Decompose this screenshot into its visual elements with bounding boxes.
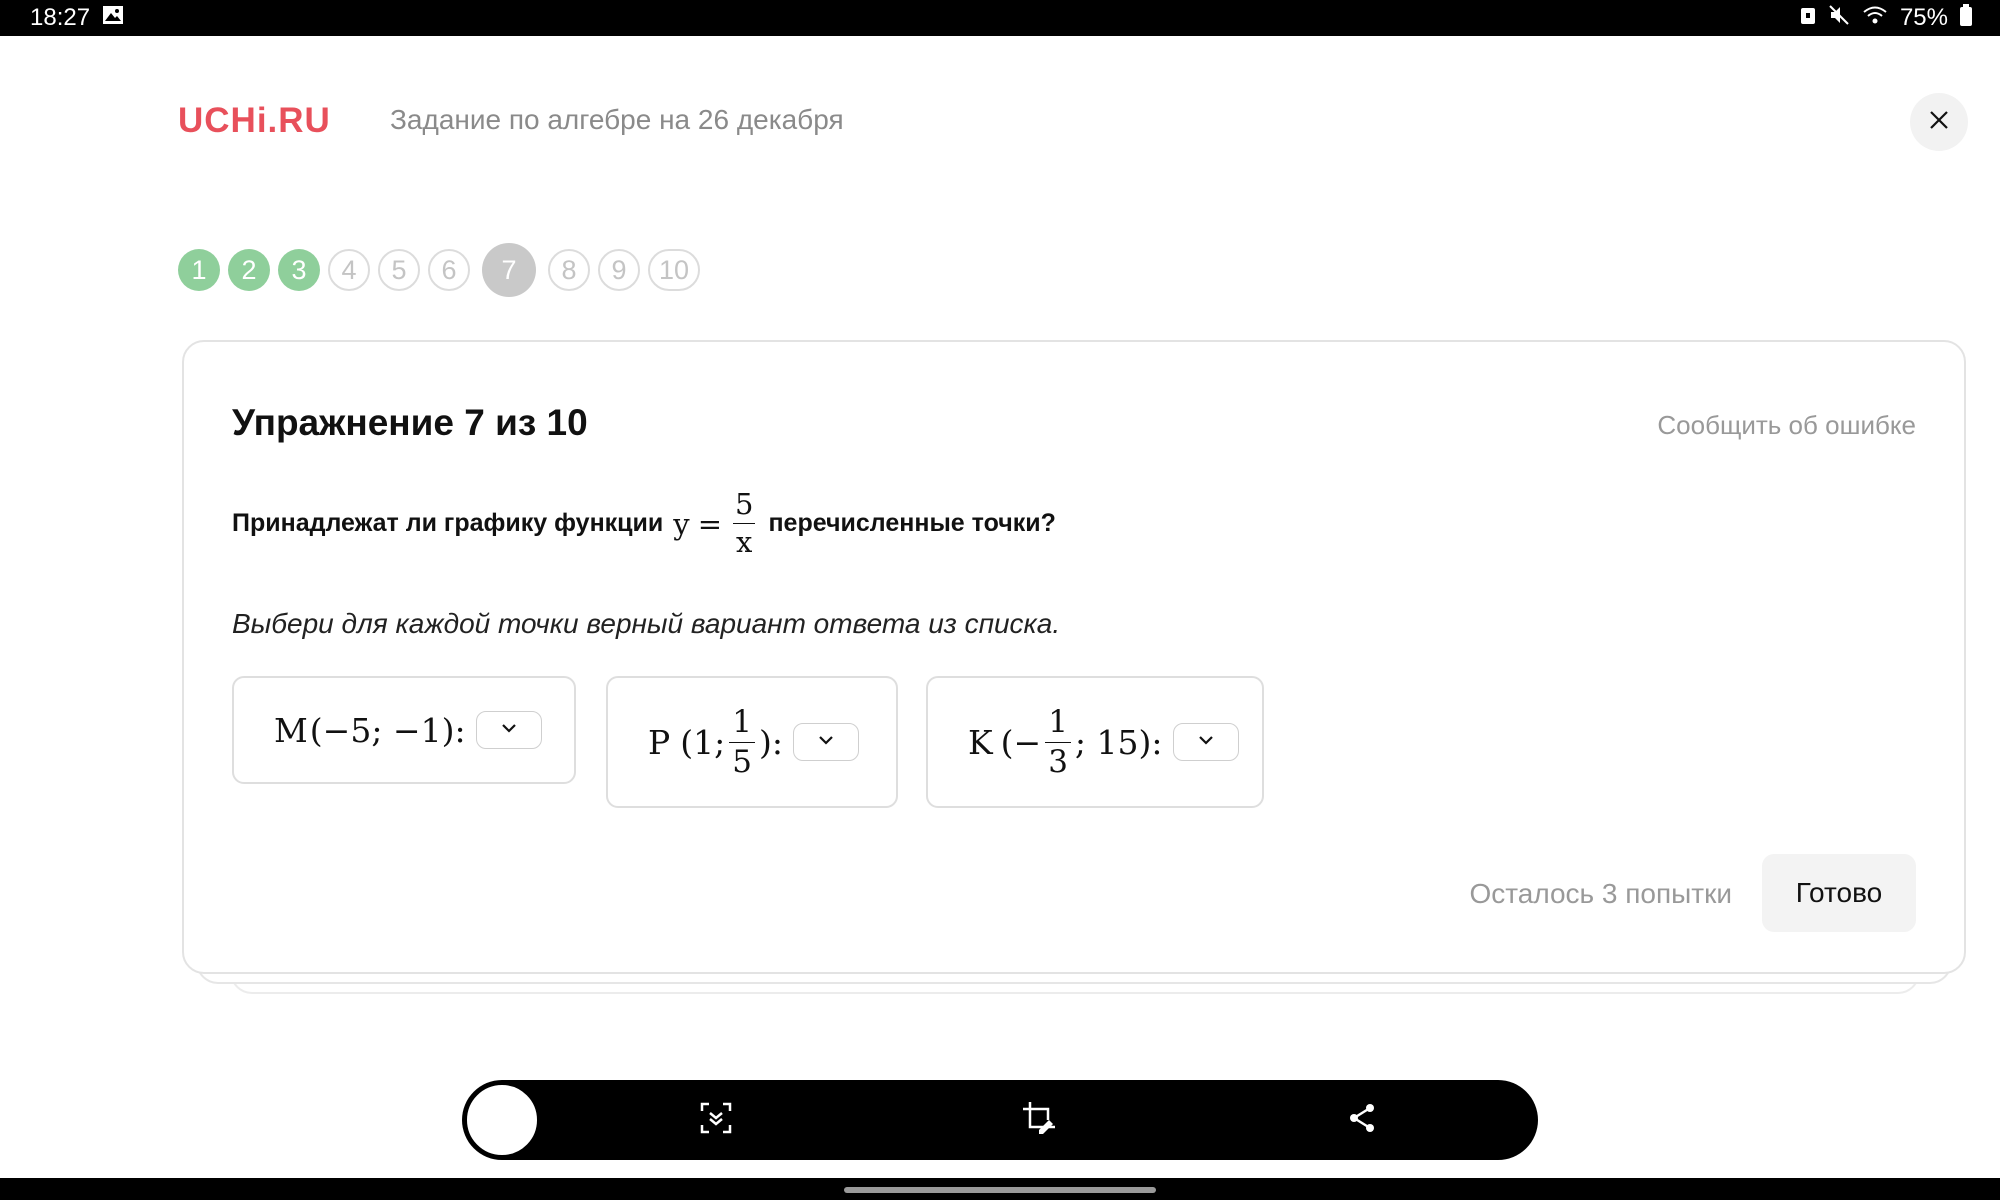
question-after: перечисленные точки? xyxy=(768,509,1056,537)
navigation-bar xyxy=(0,1178,2000,1200)
screenshot-toolbar xyxy=(462,1080,1538,1160)
instruction-text: Выбери для каждой точки верный вариант ответа из списка. xyxy=(232,608,1061,639)
scroll-capture-button[interactable] xyxy=(696,1100,736,1140)
exercise-progress xyxy=(178,243,700,297)
point-p-numerator: 1 xyxy=(732,703,752,740)
close-icon xyxy=(1928,109,1950,136)
point-p-box xyxy=(606,676,898,808)
point-k-answer-select[interactable] xyxy=(1173,723,1239,761)
point-p-open: (1; xyxy=(680,722,726,762)
home-gesture-pill[interactable] xyxy=(844,1187,1156,1193)
step-2[interactable]: 2 xyxy=(228,249,270,291)
formula-lhs: y xyxy=(673,506,690,541)
battery-icon xyxy=(1960,4,1972,33)
step-10[interactable]: 10 xyxy=(648,249,700,291)
lock-icon xyxy=(1800,4,1816,32)
chevron-down-icon xyxy=(1197,733,1215,751)
point-m-name: M xyxy=(274,710,308,750)
point-k-denominator: 3 xyxy=(1045,742,1071,778)
scroll-capture-icon xyxy=(699,1101,733,1140)
formula-fraction xyxy=(732,487,756,559)
step-4[interactable]: 4 xyxy=(328,249,370,291)
step-6[interactable]: 6 xyxy=(428,249,470,291)
point-p-fraction xyxy=(729,703,755,780)
point-m-label xyxy=(274,711,466,750)
question-before: Принадлежат ли графику функции xyxy=(232,509,664,537)
function-formula xyxy=(673,487,758,559)
share-button[interactable] xyxy=(1342,1100,1382,1140)
formula-eq: = xyxy=(697,506,722,541)
done-button[interactable]: Готово xyxy=(1762,854,1916,932)
point-p-name: P xyxy=(648,722,671,762)
chevron-down-icon xyxy=(817,733,835,751)
step-7-current[interactable]: 7 xyxy=(482,243,536,297)
step-8[interactable]: 8 xyxy=(548,249,590,291)
battery-level: 75% xyxy=(1899,4,1948,31)
toolbar-handle[interactable] xyxy=(464,1082,540,1158)
crop-edit-icon xyxy=(1021,1100,1057,1141)
point-k-fraction xyxy=(1045,703,1071,780)
point-p-close: ): xyxy=(758,722,783,762)
point-m-coords: (−5; −1): xyxy=(309,710,466,750)
mute-icon xyxy=(1828,4,1850,33)
step-1[interactable]: 1 xyxy=(178,249,220,291)
question-text xyxy=(232,487,1056,559)
exercise-card xyxy=(182,340,1966,974)
step-9[interactable]: 9 xyxy=(598,249,640,291)
point-k-label xyxy=(968,703,1163,780)
step-5[interactable]: 5 xyxy=(378,249,420,291)
crop-edit-button[interactable] xyxy=(1019,1100,1059,1140)
point-k-numerator: 1 xyxy=(1048,703,1068,740)
point-k-close: ; 15): xyxy=(1074,722,1163,762)
close-button[interactable] xyxy=(1910,93,1968,151)
page-title: Задание по алгебре на 26 декабря xyxy=(390,104,844,135)
point-p-answer-select[interactable] xyxy=(793,723,859,761)
point-m-box xyxy=(232,676,576,784)
wifi-icon xyxy=(1862,4,1888,32)
point-p-denominator: 5 xyxy=(729,742,755,778)
share-icon xyxy=(1346,1102,1378,1139)
point-m-answer-select[interactable] xyxy=(476,711,542,749)
point-k-box xyxy=(926,676,1264,808)
status-time: 18:27 xyxy=(30,4,91,31)
chevron-down-icon xyxy=(500,721,518,739)
step-3[interactable]: 3 xyxy=(278,249,320,291)
attempts-remaining: Осталось 3 попытки xyxy=(1469,878,1732,909)
formula-denominator: x xyxy=(733,523,755,557)
image-icon xyxy=(102,4,124,32)
point-k-name: K xyxy=(968,722,993,762)
point-p-label xyxy=(648,703,783,780)
formula-numerator: 5 xyxy=(735,487,754,521)
report-error-link[interactable]: Сообщить об ошибке xyxy=(1657,410,1916,440)
uchi-logo[interactable]: UCHi.RU xyxy=(178,101,331,140)
exercise-title: Упражнение 7 из 10 xyxy=(232,402,588,443)
point-k-open: (− xyxy=(1000,722,1042,762)
status-bar xyxy=(0,0,2000,36)
